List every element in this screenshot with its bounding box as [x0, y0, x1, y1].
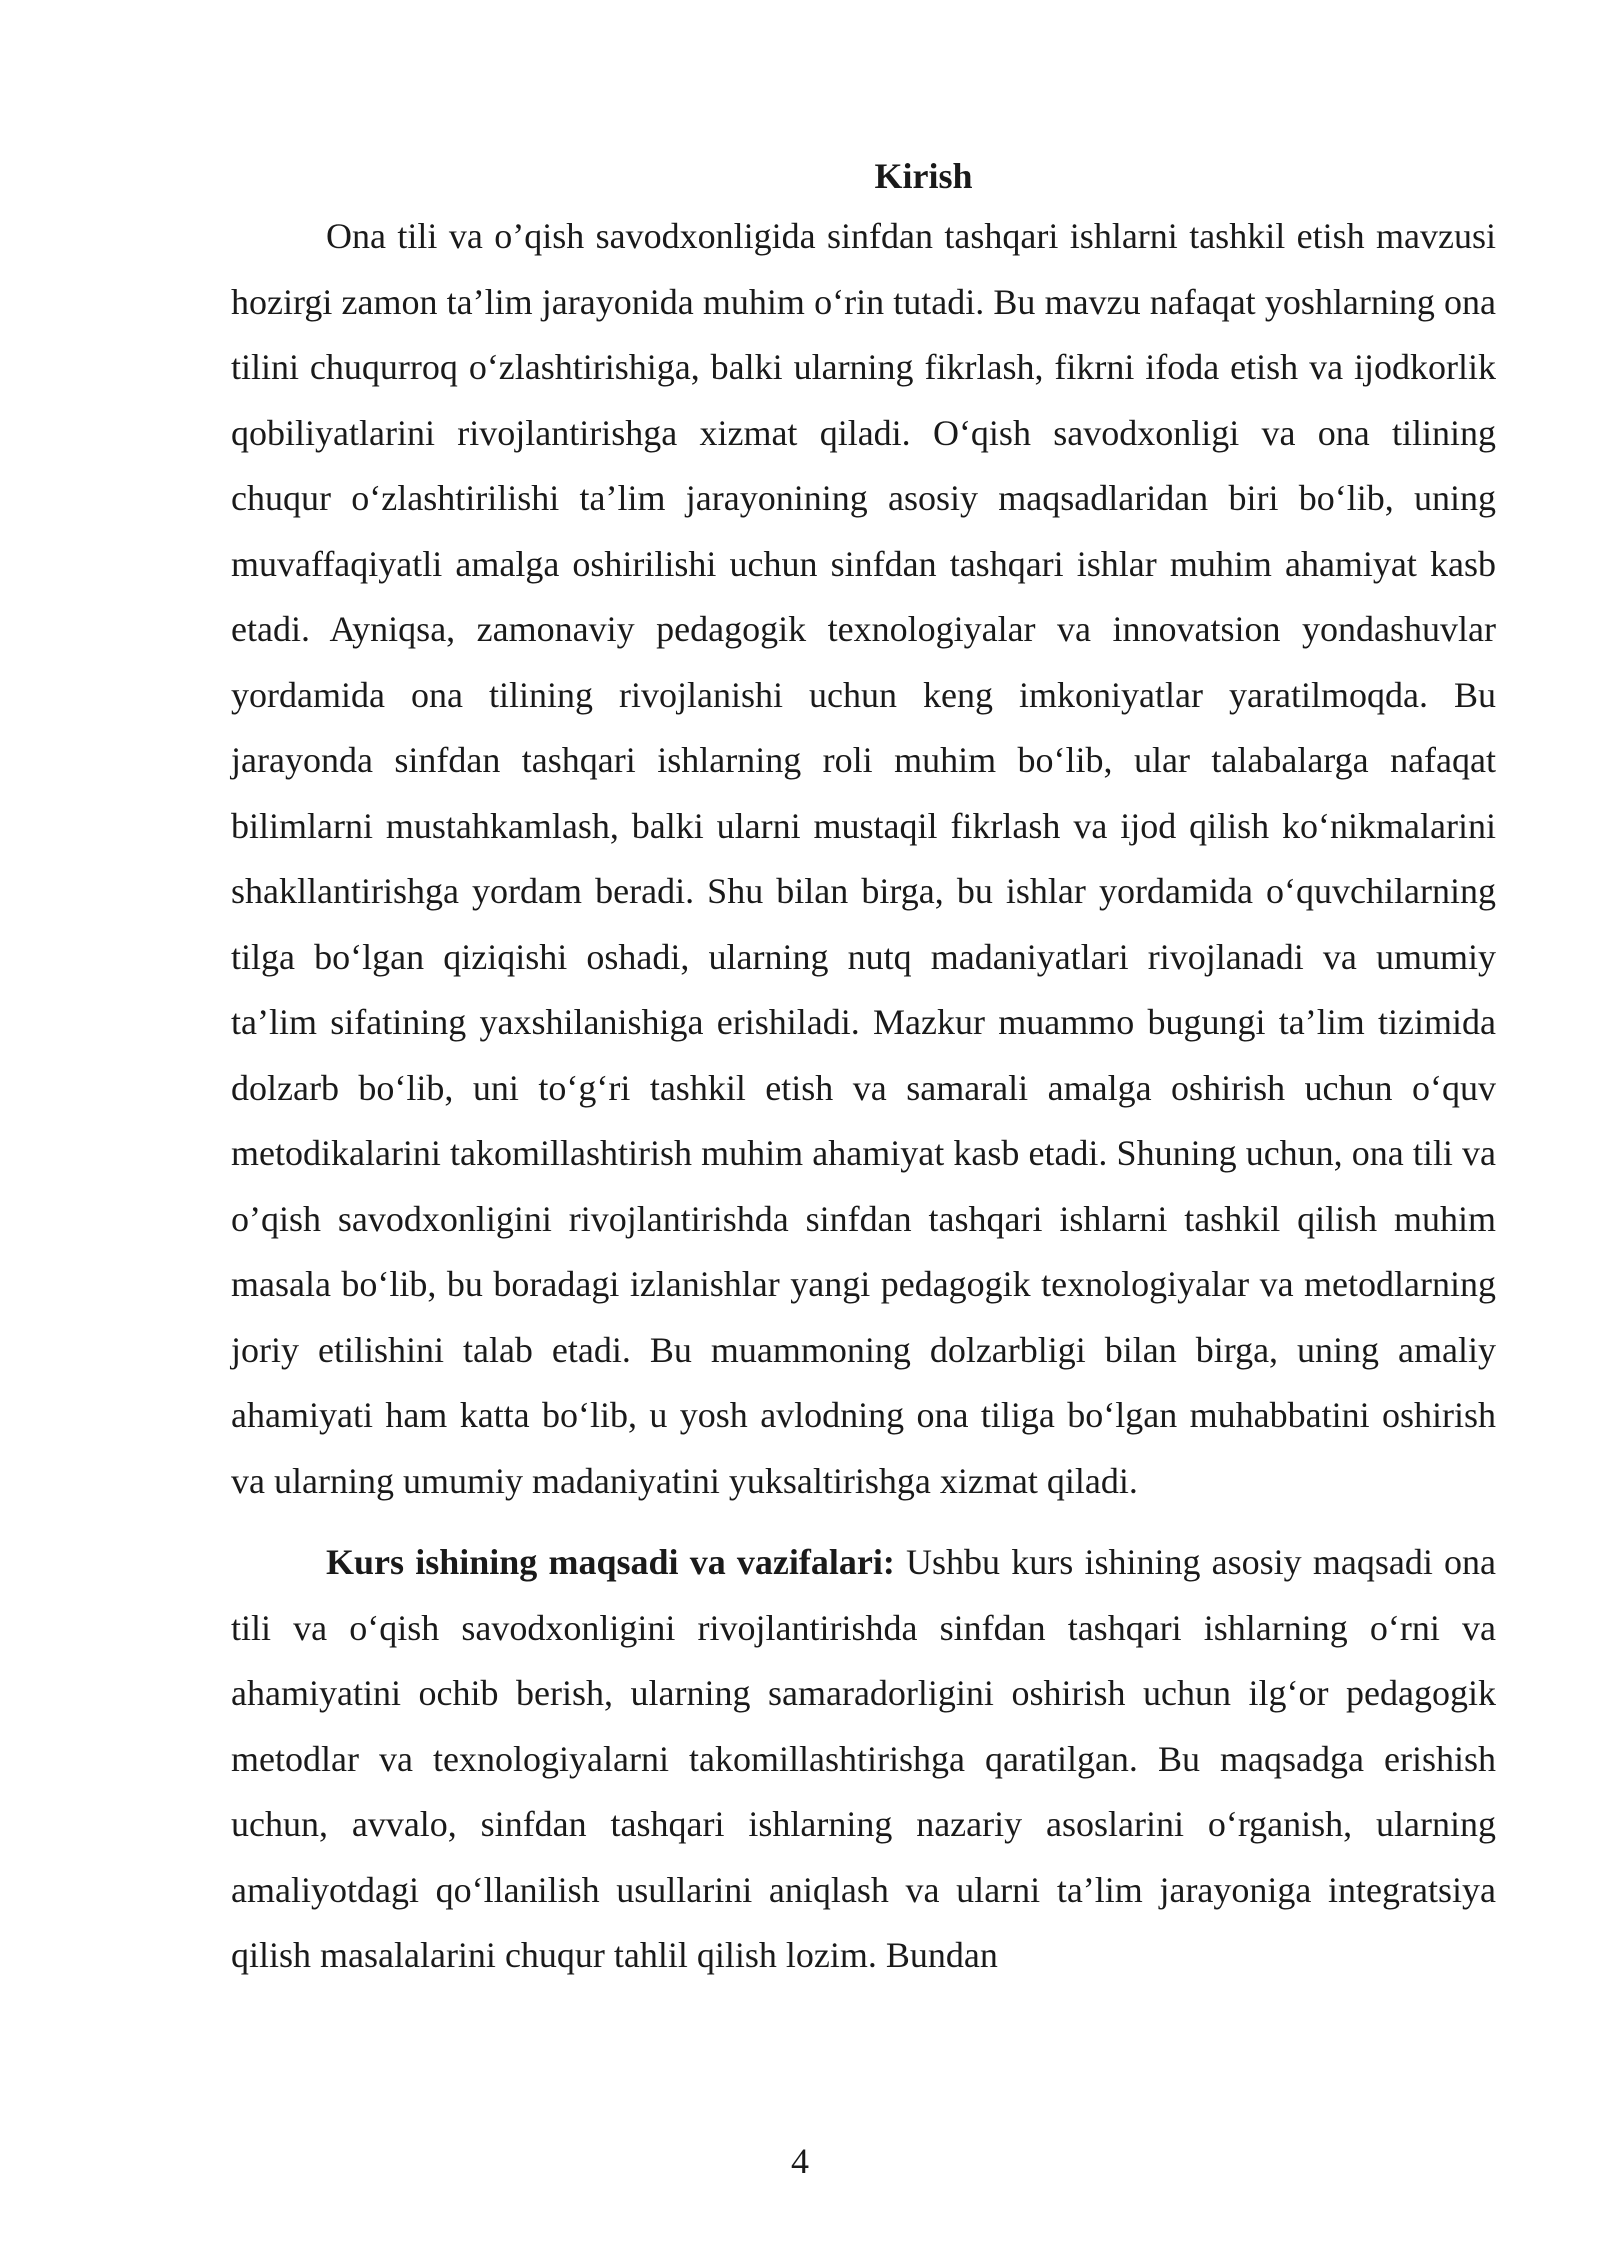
- page-body: [231, 148, 1496, 1989]
- section-heading: Kirish: [874, 156, 973, 196]
- paragraph-lead: Kurs ishining maqsadi va vazifalari:: [326, 1542, 895, 1582]
- paragraph-text: Ona tili va o’qish savodxonligida sinfdan tashqari ishlarni tashkil etish mavzusi hozirgi zamon ta’lim jarayonida muhim o‘rin tutadi. Bu mavzu nafaqat yoshlarning ona tilini chuqurroq o‘zlashtirishiga, balki ularning fikrlash, fikrni ifoda etish va ijodkorlik qobiliyatlarini rivojlantirishga xizmat qiladi. O‘qish savodxonligi va ona tilining chuqur o‘zlashtirilishi ta’lim jarayonining asosiy maqsadlaridan biri bo‘lib, uning muvaffaqiyatli amalga oshirilishi uchun sinfdan tashqari ishlar muhim ahamiyat kasb etadi. Ayniqsa, zamonaviy pedagogik texnologiyalar va innovatsion yondashuvlar yordamida ona tilining rivojlanishi uchun keng imkoniyatlar yaratilmoqda. Bu jarayonda sinfdan tashqari ishlarning roli muhim bo‘lib, ular talabalarga nafaqat bilimlarni mustahkamlash, balki ularni mustaqil fikrlash va ijod qilish ko‘nikmalarini shakllantirishga yordam beradi. Shu bilan birga, bu ishlar yordamida o‘quvchilarning tilga bo‘lgan qiziqishi oshadi, ularning nutq madaniyatlari rivojlanadi va umumiy ta’lim sifatining yaxshilanishiga erishiladi. Mazkur muammo bugungi ta’lim tizimida dolzarb bo‘lib, uni to‘g‘ri tashkil etish va samarali amalga oshirish uchun o‘quv metodikalarini takomillashtirish muhim ahamiyat kasb etadi. Shuning uchun, ona tili va o’qish savodxonligini rivojlantirishda sinfdan tashqari ishlarni tashkil qilish muhim masala bo‘lib, bu boradagi izlanishlar yangi pedagogik texnologiyalar va metodlarning joriy etilishini talab etadi. Bu muammoning dolzarbligi bilan birga, uning amaliy ahamiyati ham katta bo‘lib, u yosh avlodning ona tiliga bo‘lgan muhabbatini oshirish va ularning umumiy madaniyatini yuksaltirishga xizmat qiladi.: [231, 216, 1496, 1501]
- goals-paragraph: [231, 1530, 1496, 1989]
- paragraph-text: Ushbu kurs ishining asosiy maqsadi ona tili va o‘qish savodxonligini rivojlantirishda sinfdan tashqari ishlarning o‘rni va ahamiyatini ochib berish, ularning samaradorligini oshirish uchun ilg‘or pedagogik metodlar va texnologiyalarni takomillashtirishga qaratilgan. Bu maqsadga erishish uchun, avvalo, sinfdan tashqari ishlarning nazariy asoslarini o‘rganish, ularning amaliyotdagi qo‘llanilish usullarini aniqlash va ularni ta’lim jarayoniga integratsiya qilish masalalarini chuqur tahlil qilish lozim. Bundan: [231, 1542, 1496, 1975]
- page-number: 4: [791, 2141, 809, 2181]
- intro-paragraph: [231, 204, 1496, 1514]
